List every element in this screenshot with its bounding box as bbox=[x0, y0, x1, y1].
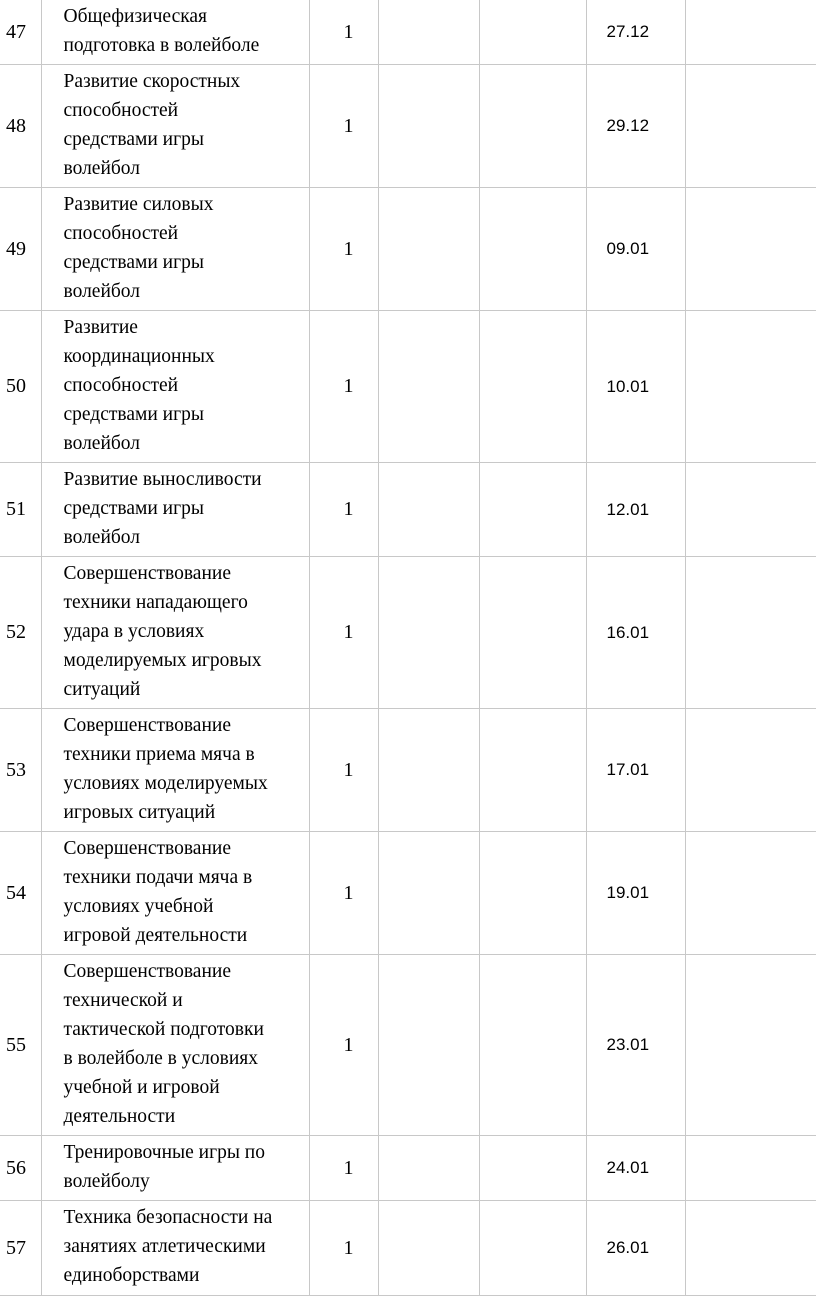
lesson-topic-line: волейбол bbox=[63, 527, 141, 548]
table-row bbox=[0, 832, 816, 955]
lesson-topic-line: волейболу bbox=[63, 1171, 150, 1192]
empty-cell bbox=[378, 463, 479, 557]
lesson-topic-line: единоборствами bbox=[63, 1265, 200, 1286]
empty-cell bbox=[685, 709, 816, 832]
empty-cell bbox=[479, 65, 586, 188]
lesson-topic bbox=[41, 955, 309, 1136]
hours-count: 1 bbox=[309, 0, 378, 65]
table-row bbox=[0, 0, 816, 65]
lesson-topic bbox=[41, 709, 309, 832]
hours-count: 1 bbox=[309, 832, 378, 955]
empty-cell bbox=[378, 955, 479, 1136]
lesson-date: 19.01 bbox=[586, 832, 685, 955]
empty-cell bbox=[479, 311, 586, 463]
empty-cell bbox=[378, 557, 479, 709]
lesson-date: 29.12 bbox=[586, 65, 685, 188]
lesson-topic-line: игровых ситуаций bbox=[63, 802, 216, 823]
hours-count: 1 bbox=[309, 1136, 378, 1201]
lesson-topic-line: Развитие силовых bbox=[63, 194, 214, 215]
lesson-topic-line: средствами игры bbox=[63, 129, 204, 150]
lesson-topic-line: Совершенствование bbox=[63, 715, 231, 736]
lesson-topic-line: способностей bbox=[63, 223, 179, 244]
lesson-date: 23.01 bbox=[586, 955, 685, 1136]
empty-cell bbox=[479, 709, 586, 832]
row-number: 54 bbox=[0, 832, 41, 955]
lesson-topic-line: Развитие скоростных bbox=[63, 71, 241, 92]
table-row bbox=[0, 65, 816, 188]
empty-cell bbox=[685, 0, 816, 65]
empty-cell bbox=[378, 0, 479, 65]
row-number: 48 bbox=[0, 65, 41, 188]
lesson-topic bbox=[41, 1136, 309, 1201]
lesson-topic-line: Тренировочные игры по bbox=[63, 1142, 265, 1163]
row-number: 47 bbox=[0, 0, 41, 65]
lesson-topic bbox=[41, 832, 309, 955]
row-number: 49 bbox=[0, 188, 41, 311]
lesson-topic-line: волейбол bbox=[63, 281, 141, 302]
lesson-topic bbox=[41, 557, 309, 709]
table-row bbox=[0, 1136, 816, 1201]
lesson-topic-line: учебной и игровой bbox=[63, 1077, 220, 1098]
empty-cell bbox=[378, 188, 479, 311]
empty-cell bbox=[479, 188, 586, 311]
lesson-topic-line: Развитие bbox=[63, 317, 138, 338]
empty-cell bbox=[378, 1136, 479, 1201]
lesson-topic-line: способностей bbox=[63, 375, 179, 396]
empty-cell bbox=[479, 832, 586, 955]
row-number: 55 bbox=[0, 955, 41, 1136]
lesson-date: 12.01 bbox=[586, 463, 685, 557]
empty-cell bbox=[378, 832, 479, 955]
lesson-topic-line: Совершенствование bbox=[63, 961, 231, 982]
lesson-topic bbox=[41, 65, 309, 188]
empty-cell bbox=[685, 1201, 816, 1296]
lesson-topic-line: игровой деятельности bbox=[63, 925, 248, 946]
lesson-topic-line: Общефизическая bbox=[63, 6, 208, 27]
row-number: 52 bbox=[0, 557, 41, 709]
lesson-topic bbox=[41, 463, 309, 557]
lesson-topic bbox=[41, 1201, 309, 1296]
lesson-date: 10.01 bbox=[586, 311, 685, 463]
row-number: 51 bbox=[0, 463, 41, 557]
lesson-topic-line: Совершенствование bbox=[63, 838, 231, 859]
lesson-date: 17.01 bbox=[586, 709, 685, 832]
lesson-topic bbox=[41, 0, 309, 65]
empty-cell bbox=[479, 955, 586, 1136]
lesson-topic-line: волейбол bbox=[63, 433, 141, 454]
lesson-topic-line: средствами игры bbox=[63, 404, 204, 425]
lesson-topic bbox=[41, 311, 309, 463]
lesson-topic-line: техники приема мяча в bbox=[63, 744, 255, 765]
lesson-topic-line: координационных bbox=[63, 346, 215, 367]
table-row bbox=[0, 1201, 816, 1296]
lesson-topic-line: в волейболе в условиях bbox=[63, 1048, 258, 1069]
lesson-topic-line: техники подачи мяча в bbox=[63, 867, 253, 888]
empty-cell bbox=[479, 1201, 586, 1296]
row-number: 50 bbox=[0, 311, 41, 463]
lesson-topic-line: удара в условиях bbox=[63, 621, 205, 642]
lesson-topic-line: Развитие выносливости bbox=[63, 469, 262, 490]
empty-cell bbox=[685, 463, 816, 557]
empty-cell bbox=[685, 311, 816, 463]
hours-count: 1 bbox=[309, 955, 378, 1136]
table-row bbox=[0, 188, 816, 311]
hours-count: 1 bbox=[309, 65, 378, 188]
lesson-topic-line: условиях учебной bbox=[63, 896, 214, 917]
hours-count: 1 bbox=[309, 1201, 378, 1296]
empty-cell bbox=[479, 1136, 586, 1201]
empty-cell bbox=[378, 1201, 479, 1296]
lesson-topic-line: условиях моделируемых bbox=[63, 773, 268, 794]
empty-cell bbox=[685, 557, 816, 709]
table-row bbox=[0, 709, 816, 832]
lesson-topic-line: Техника безопасности на bbox=[63, 1207, 273, 1228]
empty-cell bbox=[685, 65, 816, 188]
lesson-topic-line: деятельности bbox=[63, 1106, 176, 1127]
lesson-topic-line: средствами игры bbox=[63, 498, 204, 519]
hours-count: 1 bbox=[309, 311, 378, 463]
empty-cell bbox=[685, 1136, 816, 1201]
lesson-date: 09.01 bbox=[586, 188, 685, 311]
row-number: 57 bbox=[0, 1201, 41, 1296]
empty-cell bbox=[378, 709, 479, 832]
hours-count: 1 bbox=[309, 188, 378, 311]
lesson-topic-line: моделируемых игровых bbox=[63, 650, 262, 671]
lesson-topic-line: тактической подготовки bbox=[63, 1019, 264, 1040]
lesson-date: 16.01 bbox=[586, 557, 685, 709]
empty-cell bbox=[685, 832, 816, 955]
lesson-date: 24.01 bbox=[586, 1136, 685, 1201]
lesson-topic-line: подготовка в волейболе bbox=[63, 35, 260, 56]
lesson-topic-line: занятиях атлетическими bbox=[63, 1236, 266, 1257]
lesson-date: 27.12 bbox=[586, 0, 685, 65]
hours-count: 1 bbox=[309, 709, 378, 832]
lesson-topic-line: ситуаций bbox=[63, 679, 141, 700]
lesson-topic bbox=[41, 188, 309, 311]
empty-cell bbox=[479, 463, 586, 557]
row-number: 56 bbox=[0, 1136, 41, 1201]
empty-cell bbox=[479, 557, 586, 709]
row-number: 53 bbox=[0, 709, 41, 832]
lesson-date: 26.01 bbox=[586, 1201, 685, 1296]
lesson-topic-line: Совершенствование bbox=[63, 563, 231, 584]
lesson-topic-line: способностей bbox=[63, 100, 179, 121]
lesson-topic-line: техники нападающего bbox=[63, 592, 248, 613]
table-row bbox=[0, 463, 816, 557]
empty-cell bbox=[479, 0, 586, 65]
empty-cell bbox=[685, 955, 816, 1136]
table-row bbox=[0, 955, 816, 1136]
table-row bbox=[0, 557, 816, 709]
empty-cell bbox=[378, 65, 479, 188]
empty-cell bbox=[378, 311, 479, 463]
lesson-topic-line: волейбол bbox=[63, 158, 141, 179]
hours-count: 1 bbox=[309, 463, 378, 557]
lesson-topic-line: технической и bbox=[63, 990, 183, 1011]
lesson-topic-line: средствами игры bbox=[63, 252, 204, 273]
table-row bbox=[0, 311, 816, 463]
empty-cell bbox=[685, 188, 816, 311]
hours-count: 1 bbox=[309, 557, 378, 709]
